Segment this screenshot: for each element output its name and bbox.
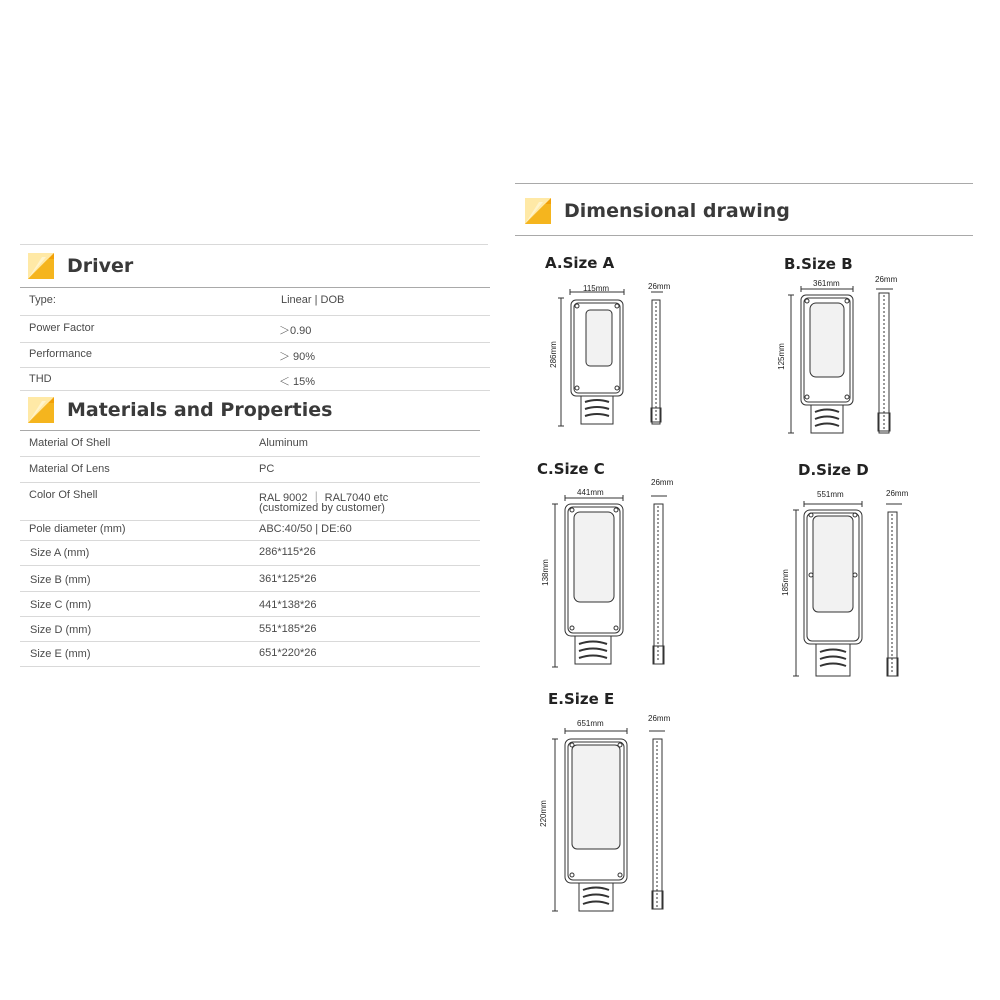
divider — [20, 456, 480, 457]
materials-row-label: Pole diameter (mm) — [29, 523, 126, 535]
materials-row-value: ABC:40/50 | DE:60 — [259, 523, 352, 535]
size-b-width-label: 361mm — [813, 279, 840, 288]
materials-row-value-note: (customized by customer) — [259, 502, 385, 514]
materials-row-label: Size E (mm) — [30, 648, 91, 660]
size-d-depth-label: 26mm — [886, 489, 909, 498]
size-c-width-label: 441mm — [577, 488, 604, 497]
divider — [20, 390, 490, 391]
driver-row-label: THD — [29, 373, 52, 385]
divider — [20, 616, 480, 617]
materials-row-value: 286*115*26 — [259, 546, 316, 558]
size-b-depth-label: 26mm — [875, 275, 898, 284]
size-c-drawing — [545, 492, 675, 672]
materials-title: Materials and Properties — [67, 399, 333, 421]
size-e-depth-label: 26mm — [648, 714, 671, 723]
divider — [20, 367, 490, 368]
materials-row-label: Size B (mm) — [30, 574, 91, 586]
size-a-drawing — [555, 288, 675, 430]
size-a-title: A.Size A — [545, 254, 615, 272]
divider — [20, 591, 480, 592]
divider — [20, 244, 488, 245]
materials-row-label: Material Of Shell — [29, 437, 111, 449]
driver-row-label: Power Factor — [29, 322, 95, 334]
size-d-height-label: 185mm — [780, 569, 790, 596]
materials-row-label: Material Of Lens — [29, 463, 110, 475]
size-a-depth-label: 26mm — [648, 282, 671, 291]
divider — [20, 342, 490, 343]
size-e-drawing — [545, 725, 675, 915]
divider — [20, 641, 480, 642]
divider — [20, 540, 480, 541]
divider — [20, 666, 480, 667]
materials-row-value: 551*185*26 — [259, 623, 317, 635]
section-logo-icon — [525, 198, 551, 224]
divider — [20, 482, 480, 483]
divider — [20, 430, 480, 431]
driver-row-value: ＜ 15% — [279, 376, 316, 388]
size-b-drawing — [785, 285, 915, 435]
driver-title: Driver — [67, 255, 134, 277]
materials-row-label: Size A (mm) — [30, 547, 90, 559]
driver-row-label: Type: — [29, 294, 56, 306]
materials-row-label: Size D (mm) — [30, 624, 92, 636]
size-c-height-label: 138mm — [540, 559, 550, 586]
size-c-title: C.Size C — [537, 460, 605, 478]
driver-row-value: ＞ 90% — [279, 351, 316, 363]
section-logo-icon — [28, 397, 54, 423]
divider — [20, 287, 490, 288]
materials-row-label: Size C (mm) — [30, 599, 92, 611]
driver-row-value: Linear | DOB — [281, 294, 345, 306]
materials-row-label: Color Of Shell — [29, 489, 98, 501]
materials-row-value: RAL 9002 ｜ RAL7040 etc — [259, 492, 389, 504]
size-c-depth-label: 26mm — [651, 478, 674, 487]
size-d-drawing — [790, 500, 920, 680]
size-e-height-label: 220mm — [538, 800, 548, 827]
divider — [515, 235, 973, 236]
divider — [20, 315, 490, 316]
size-a-width-label: 115mm — [583, 284, 610, 293]
size-d-title: D.Size D — [798, 461, 869, 479]
materials-row-value: 651*220*26 — [259, 647, 317, 659]
materials-row-value: PC — [259, 463, 275, 475]
materials-row-value: 361*125*26 — [259, 573, 317, 585]
materials-row-value: Aluminum — [259, 437, 308, 449]
size-b-title: B.Size B — [784, 255, 853, 273]
driver-row-value: ＞0.90 — [279, 325, 312, 337]
section-logo-icon — [28, 253, 54, 279]
dimensional-title: Dimensional drawing — [564, 200, 790, 222]
size-e-title: E.Size E — [548, 690, 615, 708]
driver-row-label: Performance — [29, 348, 92, 360]
size-a-height-label: 286mm — [548, 341, 558, 368]
size-d-width-label: 551mm — [817, 490, 844, 499]
materials-row-value: 441*138*26 — [259, 599, 317, 611]
divider — [515, 183, 973, 184]
size-e-width-label: 651mm — [577, 719, 604, 728]
size-b-height-label: 125mm — [776, 343, 786, 370]
divider — [20, 520, 480, 521]
divider — [20, 565, 480, 566]
